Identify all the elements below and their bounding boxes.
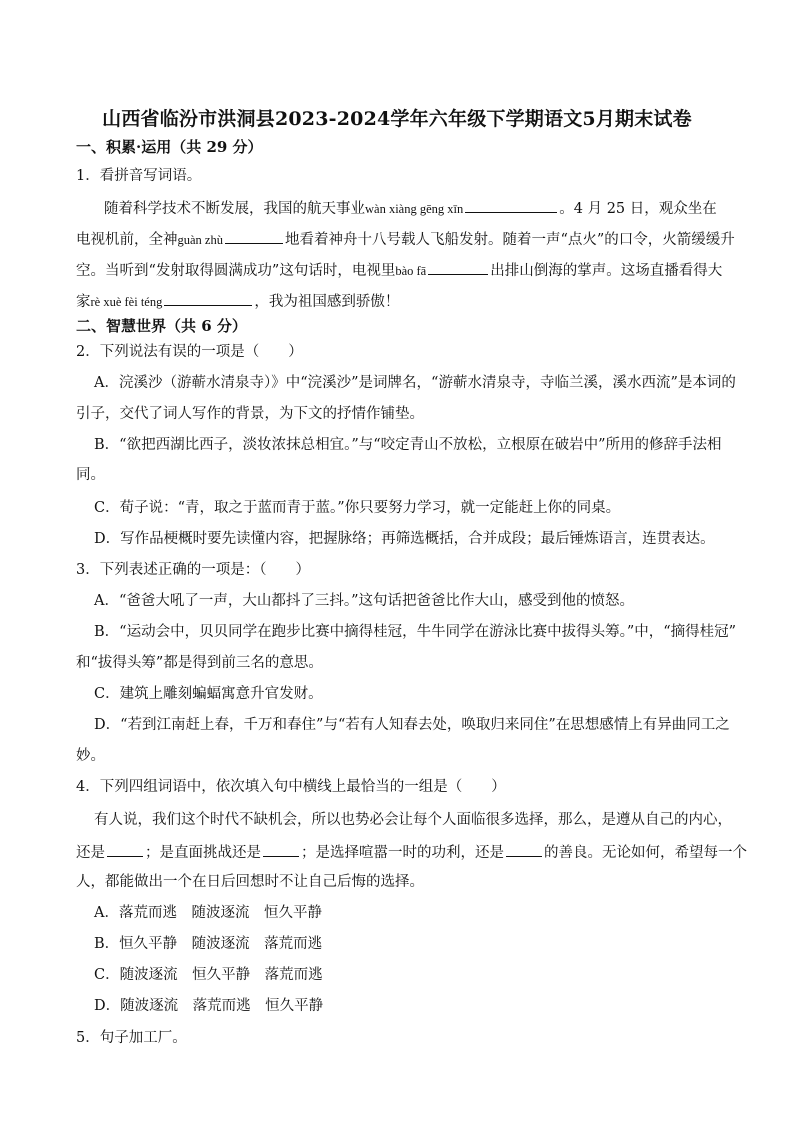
question-1-paragraph-line: 电视机前，全神guàn zhù 地看着神舟十八号载人飞船发射。随着一声“点火”的口令，火箭缓缓升 [76, 228, 735, 250]
question-4-stem: 4．下列四组词语中，依次填入句中横线上最恰当的一组是（ ） [76, 779, 506, 795]
pinyin-4: rè xuè fèi téng [90, 295, 163, 309]
question-2-option-d: D．写作品梗概时要先读懂内容，把握脉络；再筛选概括，合并成段；最后锤炼语言，连贯表达。 [94, 531, 715, 547]
page-title: 山西省临汾市洪洞县2023-2024学年六年级下学期语文5月期末试卷 [102, 108, 692, 130]
question-2-option-a: A．浣溪沙（游蕲水清泉寺）》中“浣溪沙”是词牌名，“游蕲水清泉寺，寺临兰溪，溪水西流”是本词的 [94, 375, 736, 391]
question-2-option-c: C．荀子说：“青，取之于蓝而青于蓝。”你只要努力学习，就一定能赶上你的同桌。 [94, 500, 621, 516]
answer-blank[interactable] [107, 841, 143, 857]
section-heading-2: 二、智慧世界（共 6 分） [76, 317, 247, 335]
question-2-stem: 2．下列说法有误的一项是（ ） [76, 344, 303, 360]
answer-blank[interactable] [225, 228, 283, 244]
question-4-option-c: C．随波逐流 恒久平静 落荒而逃 [94, 967, 323, 983]
question-4-passage: 还是 ；是直面挑战还是 ；是选择喧嚣一时的功利，还是 的善良。无论如何，希望每一个 [76, 841, 747, 863]
question-3-option-c: C．建筑上雕刻蝙蝠寓意升官发财。 [94, 686, 323, 702]
question-3-option-d-cont: 妙。 [76, 748, 105, 764]
pinyin-1: wàn xiàng gēng xīn [365, 202, 464, 216]
question-2-option-b-cont: 同。 [76, 467, 105, 483]
pinyin-3: bào fā [395, 264, 427, 278]
question-3-option-a: A．“爸爸大吼了一声，大山都抖了三抖。”这句话把爸爸比作大山，感受到他的愤怒。 [94, 593, 635, 609]
question-4-option-a: A．落荒而逃 随波逐流 恒久平静 [94, 905, 322, 921]
question-3-option-b: B．“运动会中，贝贝同学在跑步比赛中摘得桂冠，牛牛同学在游泳比赛中拔得头筹。”中，“摘得桂冠” [94, 624, 737, 640]
question-4-passage: 有人说，我们这个时代不缺机会，所以也势必会让每个人面临很多选择，那么，是遵从自己的内心， [94, 812, 732, 828]
answer-blank[interactable] [465, 197, 557, 213]
question-4-option-d: D．随波逐流 落荒而逃 恒久平静 [94, 998, 324, 1014]
answer-blank[interactable] [263, 841, 299, 857]
answer-blank[interactable] [506, 841, 542, 857]
question-1-paragraph-line: 随着科学技术不断发展，我国的航天事业wàn xiàng gēng xīn 。4 月 25 日，观众坐在 [104, 197, 717, 219]
question-4-option-b: B．恒久平静 随波逐流 落荒而逃 [94, 936, 323, 952]
question-5-stem: 5．句子加工厂。 [76, 1030, 187, 1046]
question-1-paragraph-line: 家rè xuè fèi téng ，我为祖国感到骄傲！ [76, 290, 399, 312]
question-4-passage: 人，都能做出一个在日后回想时不让自己后悔的选择。 [76, 874, 424, 890]
answer-blank[interactable] [428, 259, 488, 275]
question-3-stem: 3．下列表述正确的一项是：（ ） [76, 562, 310, 578]
question-3-option-b-cont: 和“拔得头筹”都是得到前三名的意思。 [76, 655, 323, 671]
question-2-option-b: B．“欲把西湖比西子，淡妆浓抹总相宜。”与“咬定青山不放松，立根原在破岩中”所用的修辞手法相 [94, 437, 722, 453]
pinyin-2: guàn zhù [177, 233, 223, 247]
question-1-paragraph-line: 空。当听到“发射取得圆满成功”这句话时，电视里bào fā 出排山倒海的掌声。这场直播看得大 [76, 259, 722, 281]
question-2-option-a-cont: 引子，交代了词人写作的背景，为下文的抒情作铺垫。 [76, 406, 424, 422]
question-3-option-d: D．“若到江南赶上春，千万和春住”与“若有人知春去处，唤取归来同住”在思想感情上有异曲同工之 [94, 717, 730, 733]
question-1-stem: 1．看拼音写词语。 [76, 168, 202, 184]
section-heading-1: 一、积累·运用（共 29 分） [76, 138, 263, 156]
answer-blank[interactable] [164, 290, 252, 306]
